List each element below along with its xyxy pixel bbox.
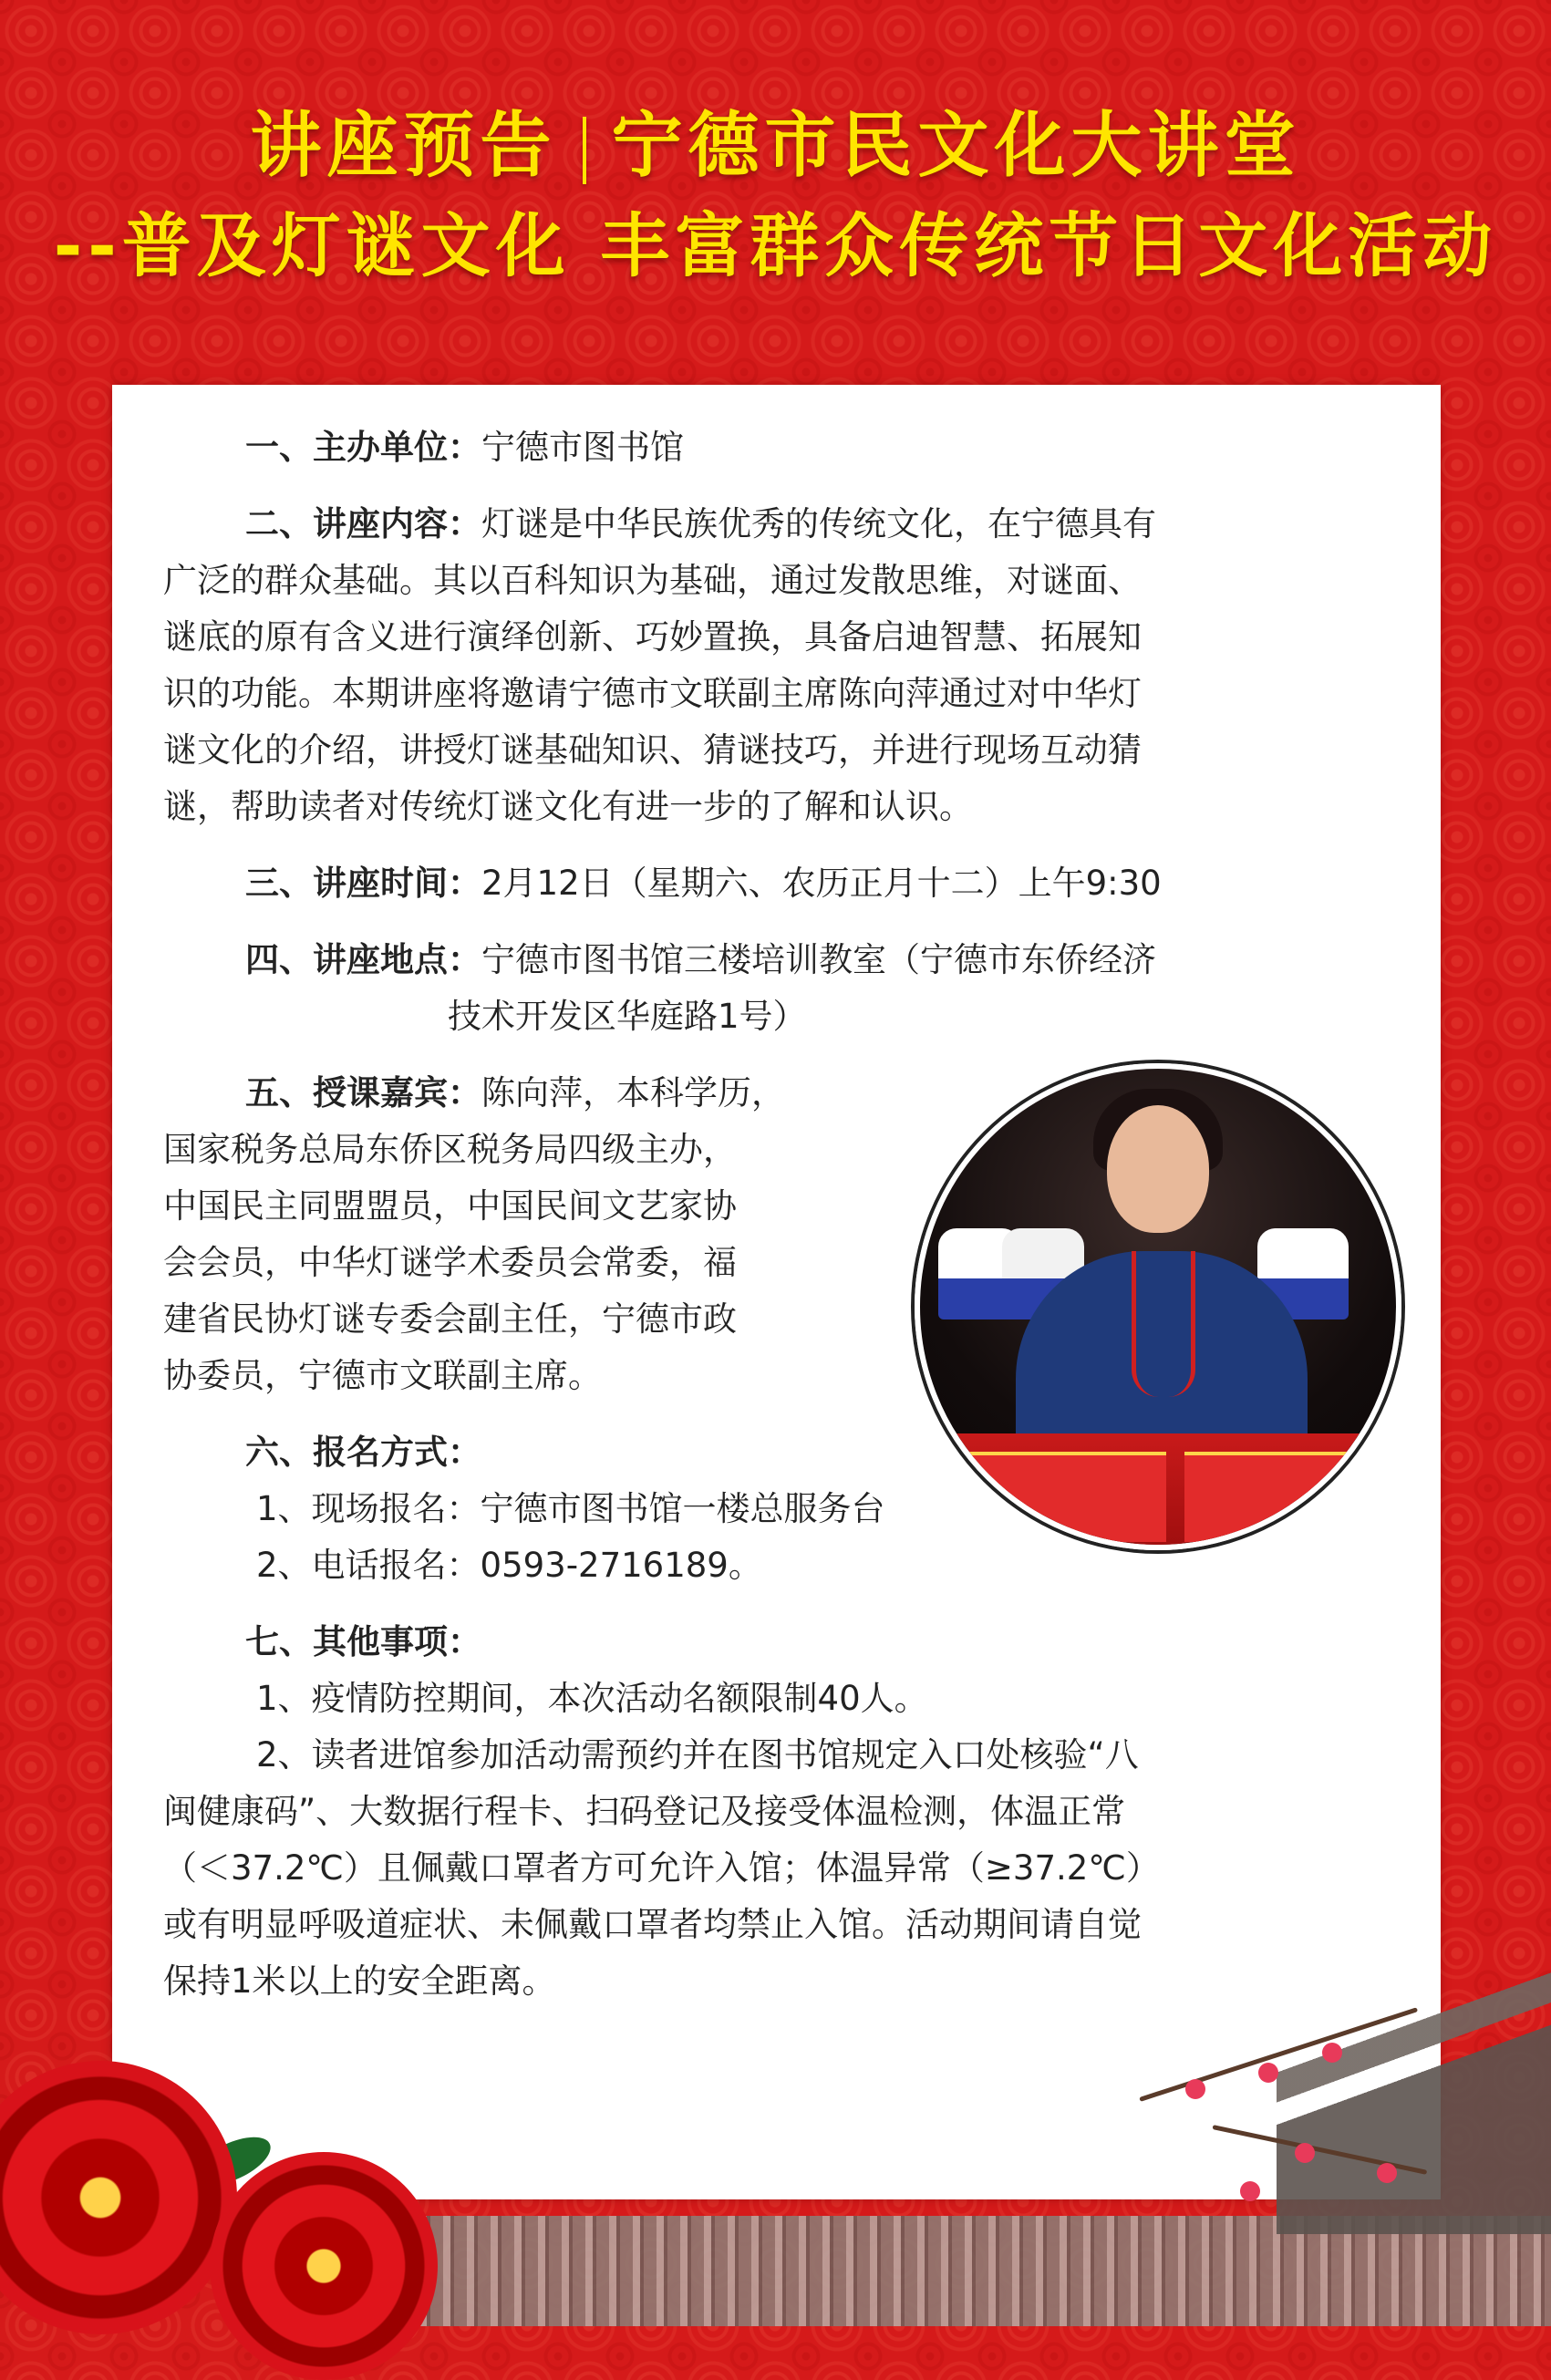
section-time [163, 855, 1367, 912]
other-item-2-line: 或有明显呼吸道症状、未佩戴口罩者均禁止入馆。活动期间请自觉 [163, 1905, 1142, 1944]
guest-line: 会会员，中华灯谜学术委员会常委，福 [163, 1243, 737, 1282]
other-item-2-line: （＜37.2℃）且佩戴口罩者方可允许入馆；体温异常（≥37.2℃） [163, 1848, 1160, 1888]
plum-blossom [1185, 2079, 1205, 2099]
poster-header [0, 100, 1551, 295]
section-content [163, 496, 1367, 835]
content-line: 谜，帮助读者对传统灯谜文化有进一步的了解和认识。 [163, 787, 973, 826]
peony-flower [0, 2061, 237, 2334]
peony-flower [210, 2152, 438, 2380]
content-label: 二、讲座内容： [245, 504, 481, 543]
other-item-1: 1、疫情防控期间，本次活动名额限制40人。 [256, 1679, 928, 1718]
peony-decoration [0, 2061, 511, 2326]
title-divider [583, 117, 586, 184]
other-item-2-line: 2、读者进馆参加活动需预约并在图书馆规定入口处核验“八 [256, 1735, 1139, 1775]
plum-blossom [1322, 2043, 1342, 2063]
content-line: 广泛的群众基础。其以百科知识为基础，通过发散思维，对谜面、 [163, 561, 1142, 600]
venue-line1: 宁德市图书馆三楼培训教室（宁德市东侨经济 [481, 940, 1156, 979]
venue-line2: 技术开发区华庭路1号） [448, 997, 807, 1036]
photo-lanyard [1132, 1251, 1195, 1397]
section-other [163, 1614, 1367, 2010]
plum-blossom [1377, 2163, 1397, 2183]
venue-label: 四、讲座地点： [245, 940, 481, 979]
content-line: 谜文化的介绍，讲授灯谜基础知识、猜谜技巧，并进行现场互动猜 [163, 730, 1142, 770]
time-label: 三、讲座时间： [245, 864, 481, 903]
photo-person-head [1107, 1105, 1209, 1233]
guest-line: 陈向萍，本科学历， [481, 1073, 785, 1112]
content-line: 识的功能。本期讲座将邀请宁德市文联副主席陈向萍通过对中华灯 [163, 674, 1142, 713]
guest-label: 五、授课嘉宾： [245, 1073, 481, 1112]
guest-line: 协委员，宁德市文联副主席。 [163, 1356, 602, 1395]
guest-line: 中国民主同盟盟员，中国民间文艺家协 [163, 1186, 737, 1226]
organizer-label: 一、主办单位： [245, 428, 481, 467]
other-item-2-line: 闽健康码”、大数据行程卡、扫码登记及接受体温检测，体温正常 [163, 1792, 1126, 1831]
signup-item: 2、电话报名：0593-2716189。 [256, 1546, 762, 1585]
content-line: 谜底的原有含义进行演绎创新、巧妙置换，具备启迪智慧、拓展知 [163, 617, 1142, 657]
other-item-2-line: 保持1米以上的安全距离。 [163, 1961, 556, 2001]
title-left: 讲座预告 [250, 105, 557, 187]
poster-title [0, 100, 1551, 191]
guest-line: 国家税务总局东侨区税务局四级主办， [163, 1130, 737, 1169]
plum-blossom [1295, 2143, 1315, 2163]
eave-decoration [1277, 1961, 1551, 2234]
photo-desk-sign [1184, 1452, 1385, 1542]
time-value: 2月12日（星期六、农历正月十二）上午9:30 [481, 864, 1162, 903]
section-guest [163, 1065, 865, 1404]
title-right: 宁德市民文化大讲堂 [611, 105, 1301, 187]
guest-photo [915, 1063, 1401, 1550]
section-venue [163, 932, 1367, 1045]
section-organizer [163, 419, 1367, 476]
plum-blossom [1240, 2181, 1260, 2201]
signup-label: 六、报名方式： [245, 1433, 481, 1472]
poster-subtitle: --普及灯谜文化 丰富群众传统节日文化活动 [53, 205, 1498, 286]
photo-desk-sign [956, 1452, 1166, 1542]
content-line: 灯谜是中华民族优秀的传统文化，在宁德具有 [481, 504, 1156, 543]
organizer-value: 宁德市图书馆 [481, 428, 684, 467]
venue-first-line [163, 932, 1367, 988]
guest-line: 建省民协灯谜专委会副主任，宁德市政 [163, 1299, 737, 1339]
content-first-line [163, 496, 1367, 553]
signup-item: 1、现场报名：宁德市图书馆一楼总服务台 [256, 1489, 885, 1528]
other-label: 七、其他事项： [245, 1622, 481, 1661]
plum-blossom [1258, 2063, 1278, 2083]
guest-first-line [163, 1065, 865, 1122]
